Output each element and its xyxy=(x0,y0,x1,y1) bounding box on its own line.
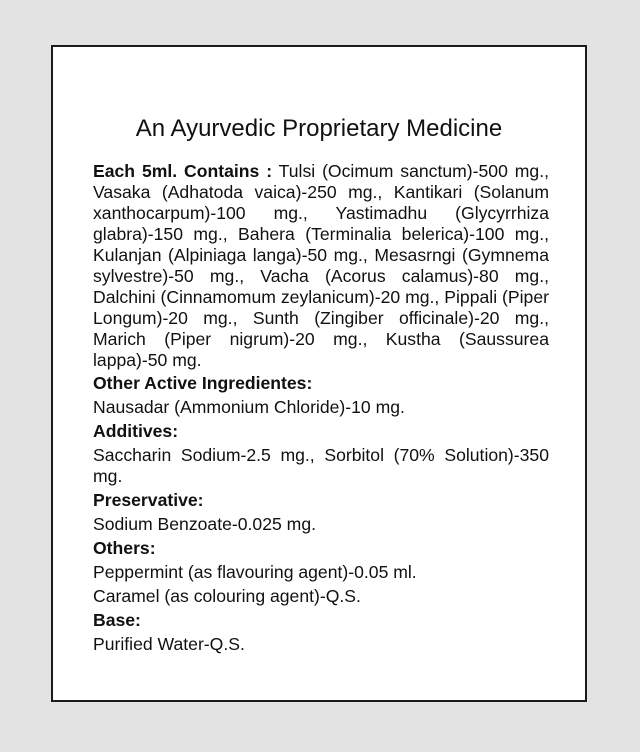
others-line-caramel: Caramel (as colouring agent)-Q.S. xyxy=(93,586,361,606)
preservative-text: Sodium Benzoate-0.025 mg. xyxy=(93,514,316,534)
composition-heading: Each 5ml. Contains : xyxy=(93,161,273,181)
others-heading: Others: xyxy=(93,538,156,558)
composition-text: Tulsi (Ocimum sanctum)-500 mg., Vasaka (Adhatoda vaica)-250 mg., Kantikari (Solanum xanthocarpum)-100 mg., Yastimadhu (Glycyrrhiza glabra)-150 mg., Bahera (Terminalia belerica)-100 mg., Kulanjan (Alpiniaga langa)-50 mg., Mesasrngi (Gymnema sylvestre)-50 mg., Vacha (Acorus calamus)-80 mg., Dalchini (Cinnamomum zeylanicum)-20 mg., Pippali (Piper Longum)-20 mg., Sunth (Zingiber officinale)-20 mg., Marich (Piper nigrum)-20 mg., Kustha (Saussurea lappa)-50 mg. xyxy=(93,161,549,370)
additives-heading: Additives: xyxy=(93,421,179,441)
medicine-label xyxy=(51,45,587,702)
others-line-peppermint: Peppermint (as flavouring agent)-0.05 ml. xyxy=(93,562,417,582)
other-active-heading: Other Active Ingredientes: xyxy=(93,373,313,393)
composition-paragraph xyxy=(93,161,549,371)
label-content xyxy=(93,161,549,658)
other-active-text: Nausadar (Ammonium Chloride)-10 mg. xyxy=(93,397,405,417)
base-heading: Base: xyxy=(93,610,141,630)
preservative-heading: Preservative: xyxy=(93,490,204,510)
base-text: Purified Water-Q.S. xyxy=(93,634,245,654)
additives-text: Saccharin Sodium-2.5 mg., Sorbitol (70% Solution)-350 mg. xyxy=(93,445,549,486)
label-title: An Ayurvedic Proprietary Medicine xyxy=(135,115,503,142)
